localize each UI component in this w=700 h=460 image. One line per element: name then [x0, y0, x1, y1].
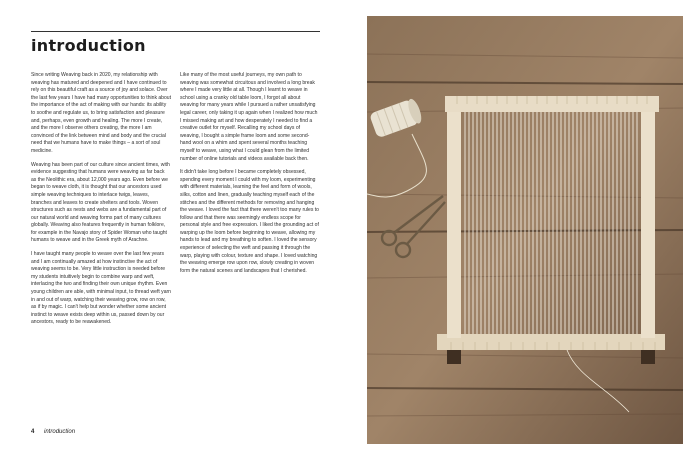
- paragraph: I have taught many people to weave over the last few years and I am continually amazed at how instinctive the act of weaving seems to be. Very little instruction is needed before my students intuitively begin to combine warp and weft, interlacing the two and finding their own unique rhythm. Even young children are able, with minimal input, to thread weft yarn in and out of warp, watching their weaving grow, row on row, as if by magic. I can't help but wonder whether some ancient instinct to weave exists deep within us, passed down by our ancestors, ready to be reawakened.: [31, 251, 171, 326]
- paragraph: It didn't take long before I became completely obsessed, spending every moment I could with my loom, experimenting with different materials, learning the feel and form of wools, silks, cotton and linen, gradually teaching myself each of the stitches and the different methods for removing and hanging the weave. I loved the fact that there weren't too many rules to follow and that there was seemingly endless scope for personal style and free expression. I liked the grounding act of warping up the loom before beginning to weave, allowing my hands to lead and my breathing to soften. I loved the sensory experience of selecting the weft and passing it through the warp, playing with colour, texture and shape. I loved watching the weaving emerge row upon row, slowly creating in woven form the natural scenes and landscapes that I cherished.: [180, 169, 319, 274]
- footer-section: introduction: [44, 429, 76, 435]
- paragraph: Like many of the most useful journeys, my own path to weaving was somewhat circuitous and involved a long break where I made very little at all. Though I learnt to weave in school using a cranky old table loom, I forgot all about weaving for many years while I pursued a rather unsatisfying legal career, only taking it up again when I realized how much I missed making art and how desperately I needed to find a creative outlet for myself. Recalling my school days of weaving, I bought a simple frame loom and some second-hand wool on a whim and spent several months teaching myself to weave, using what I could glean from the limited number of online tutorials and videos available back then.: [180, 72, 318, 162]
- paragraph: Since writing Weaving back in 2020, my relationship with weaving has matured and deepened and I have continued to rely on this beautiful craft as a source of joy and solace. Over the last few years I have had many opportunities to think about the importance of the act of making with our hands: its ability to soothe and regulate us, to bring satisfaction and pleasure and, perhaps, even growth and healing. The more I create, and the more I observe others creating, the more I am convinced of the link between mind and body and the crucial need that we humans have to make things – a sort of soul medicine.: [31, 72, 171, 154]
- text-column-left: [31, 72, 171, 333]
- page-footer: [31, 429, 75, 435]
- loom-left-side: [447, 112, 461, 338]
- loom-right-side: [641, 112, 655, 338]
- text-column-right: [180, 72, 320, 281]
- paragraph: Weaving has been part of our culture since ancient times, with evidence suggesting that humans were weaving as far back as the Neolithic era, about 12,000 years ago. Even before we began to weave cloth, it is thought that our ancestors used simple weaving techniques to interlace twigs, leaves, branches and leaves to create shelters and tools. Woven structures such as nests and webs are a fundamental part of our natural world and weaving forms part of many cultures globally. Weaving also features frequently in human folklore, for example in the Navajo story of Spider Woman who taught humans to weave and in the Greek myth of Arachne.: [31, 161, 170, 244]
- heading-rule: [31, 31, 320, 32]
- page-number: 4: [31, 429, 35, 435]
- loom-photo: [367, 16, 683, 444]
- page-title: introduction: [31, 36, 146, 55]
- loom-foot-left: [447, 350, 461, 364]
- loom-foot-right: [641, 350, 655, 364]
